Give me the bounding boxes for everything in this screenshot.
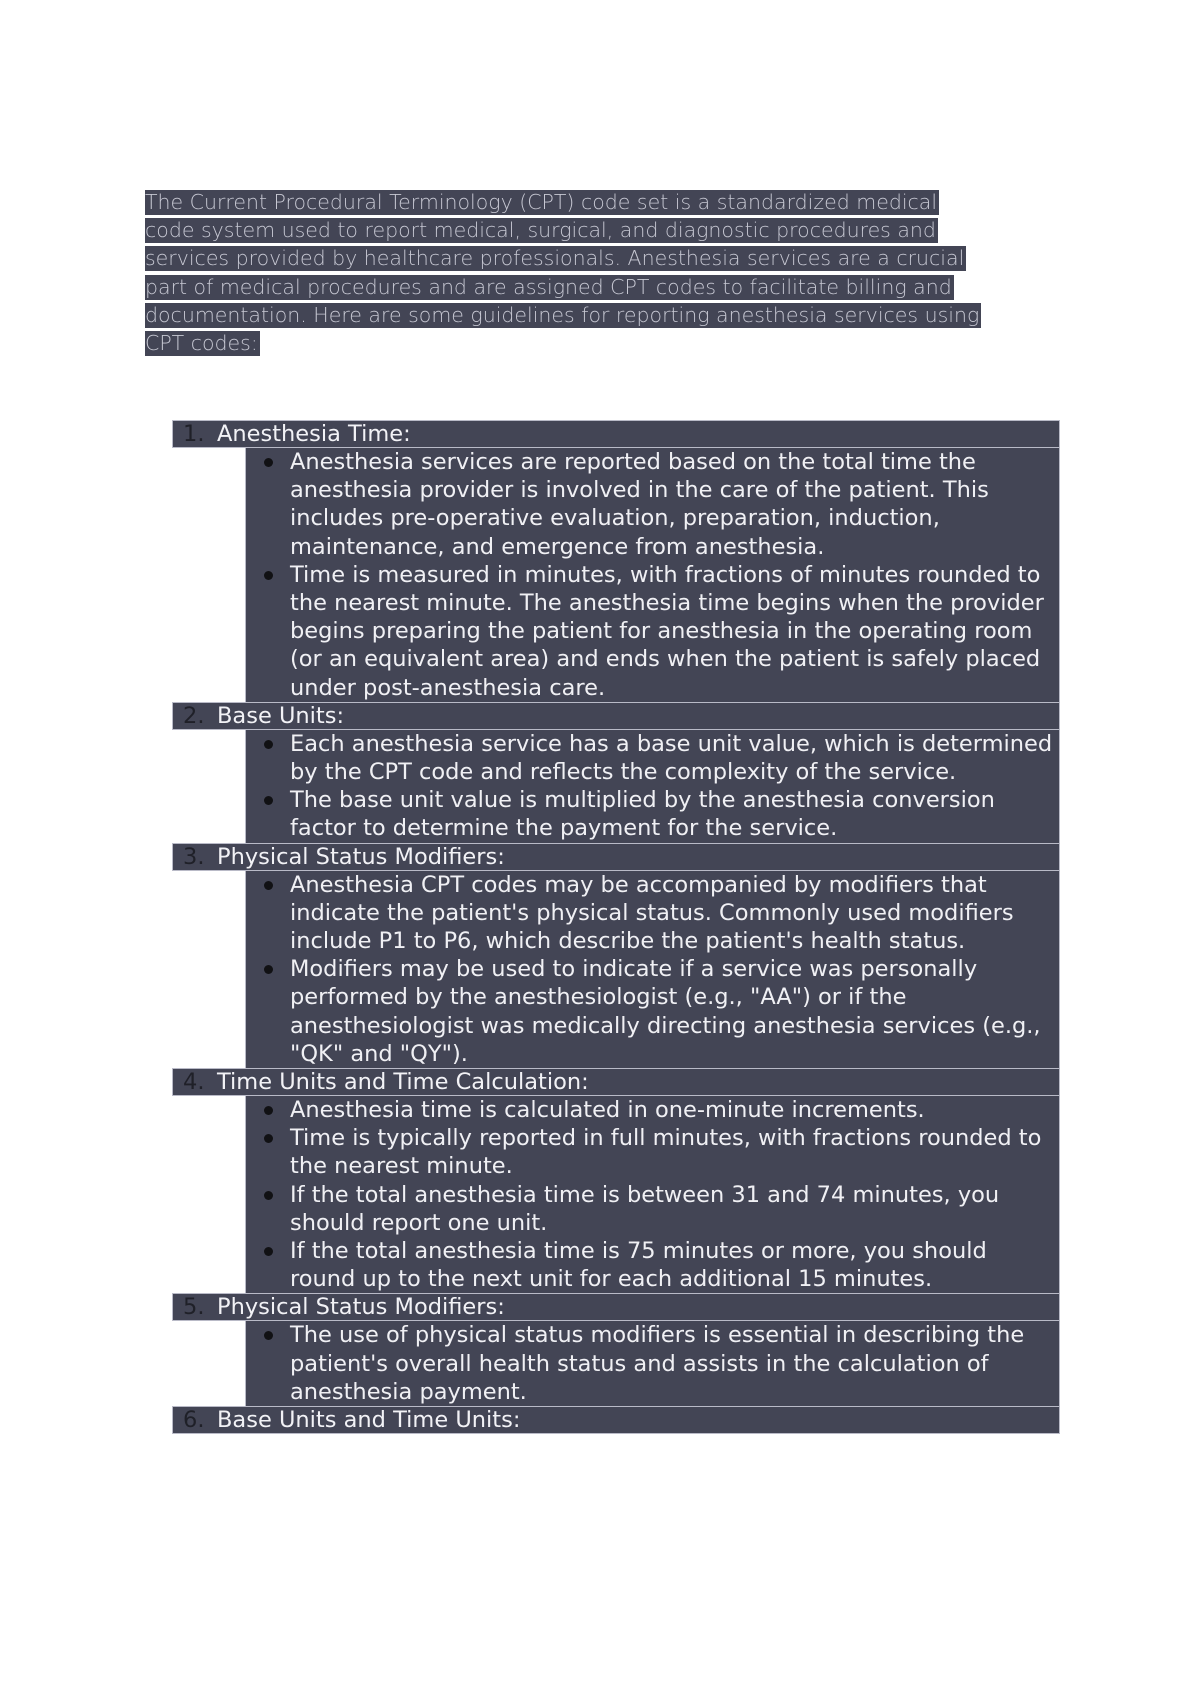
bullet-icon [246, 1237, 290, 1256]
list-item-text: The use of physical status modifiers is essential in describing the patient's overall health status and assists in the calculation of anesthesia payment. [290, 1322, 1025, 1405]
section-title: Base Units and Time Units: [217, 1407, 521, 1433]
list-item [246, 1321, 1059, 1406]
list-item [246, 1237, 1059, 1293]
section-number: 1. [183, 420, 205, 447]
list-item [246, 448, 1059, 561]
bullet-icon [246, 1321, 290, 1340]
section-header [172, 702, 1060, 730]
bullet-icon [246, 955, 290, 974]
section-physical-status-modifiers-2 [172, 1293, 1060, 1406]
list-item [246, 1124, 1059, 1180]
list-item-text: If the total anesthesia time is 75 minutes or more, you should round up to the next unit for each additional 15 minutes. [290, 1238, 987, 1293]
list-item-text: Anesthesia time is calculated in one-minute increments. [290, 1097, 925, 1124]
section-title: Base Units: [217, 702, 345, 729]
list-item-text: Anesthesia services are reported based on the total time the anesthesia provider is involved in the care of the patient. This includes pre-operative evaluation, preparation, induction, maintenance, and emergence from anesthesia. [290, 449, 989, 560]
intro-line: The Current Procedural Terminology (CPT) code set is a standardized medical [145, 190, 938, 214]
list-item-text: Time is measured in minutes, with fractions of minutes rounded to the nearest minute. The anesthesia time begins when the provider begins preparing the patient for anesthesia in the operating room (or an equivalent area) and ends when the patient is safely placed under post-anesthesia care. [290, 561, 1044, 701]
bullet-icon [246, 1181, 290, 1200]
section-time-units [172, 1068, 1060, 1293]
intro-line: code system used to report medical, surgical, and diagnostic procedures and [145, 218, 936, 243]
intro-paragraph [145, 188, 1085, 357]
bullet-list [245, 871, 1060, 1068]
section-number: 5. [183, 1294, 205, 1321]
bullet-icon [246, 1124, 290, 1143]
list-item [246, 730, 1059, 786]
list-item [246, 1096, 1059, 1124]
bullet-list [245, 1096, 1060, 1293]
intro-line: documentation. Here are some guidelines for reporting anesthesia services using [145, 302, 980, 327]
bullet-icon [246, 448, 290, 467]
section-number: 2. [183, 702, 205, 729]
section-number: 3. [183, 843, 205, 870]
bullet-list [245, 1321, 1060, 1406]
section-title: Anesthesia Time: [217, 420, 411, 447]
bullet-list [245, 730, 1060, 843]
bullet-icon [246, 1096, 290, 1115]
section-number: 4. [183, 1068, 205, 1095]
list-item-text: Each anesthesia service has a base unit value, which is determined by the CPT code and reflects the complexity of the service. [290, 730, 1053, 786]
section-header [172, 1293, 1060, 1321]
section-anesthesia-time [172, 420, 1060, 702]
section-base-units-and-time-units [172, 1406, 1060, 1434]
section-header [172, 1406, 1060, 1434]
guidelines-list [172, 420, 1060, 1434]
list-item [246, 955, 1059, 1068]
list-item [246, 871, 1059, 956]
section-number: 6. [183, 1407, 205, 1433]
section-header [172, 1068, 1060, 1096]
list-item-text: If the total anesthesia time is between 31 and 74 minutes, you should report one unit. [290, 1181, 1000, 1236]
list-item-text: Time is typically reported in full minutes, with fractions rounded to the nearest minute. [290, 1125, 1042, 1180]
list-item [246, 1181, 1059, 1237]
intro-line: part of medical procedures and are assigned CPT codes to facilitate billing and [145, 274, 952, 299]
bullet-icon [246, 871, 290, 890]
intro-line: services provided by healthcare professionals. Anesthesia services are a crucial [145, 246, 965, 271]
section-header [172, 843, 1060, 871]
bullet-icon [246, 730, 290, 749]
bullet-list [245, 448, 1060, 702]
section-title: Time Units and Time Calculation: [217, 1068, 589, 1095]
list-item-text: Anesthesia CPT codes may be accompanied by modifiers that indicate the patient's physical status. Commonly used modifiers include P1 to P6, which describe the patient's health status. [290, 871, 1014, 955]
list-item [246, 786, 1059, 842]
section-title: Physical Status Modifiers: [217, 843, 505, 870]
intro-line: CPT codes: [145, 331, 258, 356]
section-title: Physical Status Modifiers: [217, 1294, 505, 1321]
section-base-units [172, 702, 1060, 843]
bullet-icon [246, 561, 290, 580]
list-item-text: The base unit value is multiplied by the anesthesia conversion factor to determine the payment for the service. [290, 787, 995, 842]
list-item [246, 561, 1059, 702]
list-item-text: Modifiers may be used to indicate if a service was personally performed by the anesthesiologist (e.g., "AA") or if the anesthesiologist was medically directing anesthesia services (e.g., "QK" and "QY"). [290, 956, 1041, 1067]
section-physical-status-modifiers [172, 843, 1060, 1068]
section-header [172, 420, 1060, 448]
bullet-icon [246, 786, 290, 805]
